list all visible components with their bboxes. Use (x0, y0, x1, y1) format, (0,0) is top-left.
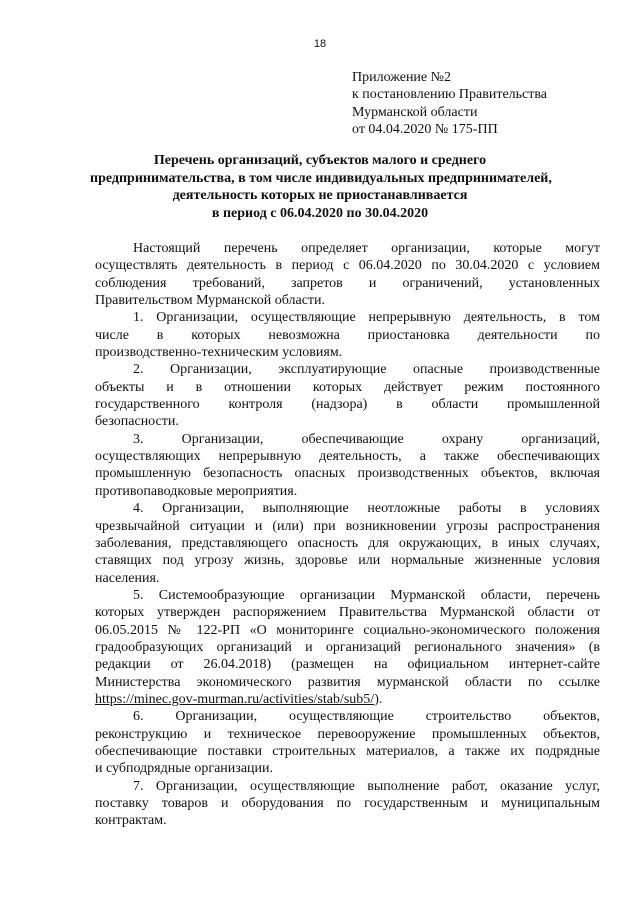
text-line: обеспечивающие поставки строительных материалов, а также их подрядные (95, 743, 600, 759)
text-line: заболевания, представляющего опасность для окружающих, в иных случаях, (95, 535, 600, 551)
text-line: 4. Организации, выполняющие неотложные работы в условиях (133, 501, 600, 517)
text-line: Правительством Мурманской области. (95, 293, 326, 309)
list-item-7 (95, 778, 600, 830)
text-line: 2. Организации, эксплуатирующие опасные производственные (133, 362, 600, 378)
text-line: соблюдения требований, запретов и ограничений, установленных (95, 275, 600, 291)
text-line: противопаводковые мероприятия. (95, 483, 298, 499)
text-line: 5. Системообразующие организации Мурманской области, перечень (133, 587, 600, 603)
text-line: контрактам. (95, 813, 167, 829)
text-line: 6. Организации, осуществляющие строительство объектов, (133, 709, 600, 725)
text-line: объекты и в отношении которых действует режим постоянного (95, 379, 600, 395)
title-line: в период с 06.04.2020 по 30.04.2020 (211, 205, 429, 221)
text-line: производственно-техническим условиям. (95, 345, 343, 361)
list-item-4 (95, 500, 600, 587)
link-line (95, 691, 600, 708)
text-line: чрезвычайной ситуации и (или) при возникновении угрозы распространения (95, 518, 600, 534)
list-item-6 (95, 708, 600, 777)
text-line: осуществлять деятельность в период с 06.04.2020 по 30.04.2020 с условием (95, 258, 600, 274)
text-line: населения. (95, 570, 160, 586)
text-line: редакции от 26.04.2018) (размещен на официальном интернет-сайте (95, 657, 600, 673)
text-line: реконструкцию и техническое перевооружение промышленных объектов, (95, 726, 600, 742)
page-number: 18 (313, 38, 327, 50)
link-suffix: ). (374, 691, 383, 707)
document-body (95, 240, 600, 830)
minec-link[interactable]: https://minec.gov-murman.ru/activities/stab/sub5/ (95, 691, 375, 707)
list-item-1 (95, 309, 600, 361)
text-line: 3. Организации, обеспечивающие охрану организаций, (133, 431, 600, 447)
text-line: градообразующих организаций и организаций регионального значения» (в (95, 639, 600, 655)
list-item-5 (95, 587, 600, 708)
text-line: Министерства экономического развития мурманской области по ссылке (95, 674, 600, 690)
appendix-line: Приложение №2 (352, 70, 451, 85)
list-item-3 (95, 431, 600, 500)
appendix-line: Мурманской области (352, 104, 478, 120)
text-line: которых утвержден распоряжением Правительства Мурманской области от (95, 605, 600, 621)
text-line: 7. Организации, осуществляющие выполнение работ, оказание услуг, (133, 778, 600, 794)
text-line: и субподрядные организации. (95, 761, 274, 777)
text-line: осуществляющих непрерывную деятельность, а также обеспечивающих (95, 449, 600, 465)
text-line: числе в которых невозможна приостановка деятельности по (95, 327, 600, 343)
text-line: 06.05.2015 № 122-РП «О мониторинге социально-экономического положения (95, 622, 600, 638)
appendix-header (352, 69, 547, 138)
text-line: 1. Организации, осуществляющие непрерывную деятельность, в том (133, 310, 600, 326)
text-line: поставку товаров и оборудования по государственным и муниципальным (95, 796, 600, 811)
text-line: промышленную безопасность опасных производственных объектов, включая (95, 466, 600, 482)
title-line: предпринимательства, в том числе индивидуальных предпринимателей, (90, 170, 552, 186)
title-line: Перечень организаций, субъектов малого и среднего (153, 153, 487, 168)
document-title (90, 152, 550, 222)
appendix-line: от 04.04.2020 № 175-ПП (352, 121, 498, 137)
appendix-line: к постановлению Правительства (352, 87, 548, 103)
text-line: ставящих под угрозу жизнь, здоровье или нормальные жизненные условия (95, 553, 600, 569)
text-line: государственного контроля (надзора) в области промышленной (95, 397, 600, 413)
intro-paragraph (95, 240, 600, 309)
list-item-2 (95, 361, 600, 430)
text-line: безопасности. (95, 414, 179, 430)
title-line: деятельность которых не приостанавливается (172, 188, 468, 203)
text-line: Настоящий перечень определяет организации, которые могут (133, 241, 600, 256)
